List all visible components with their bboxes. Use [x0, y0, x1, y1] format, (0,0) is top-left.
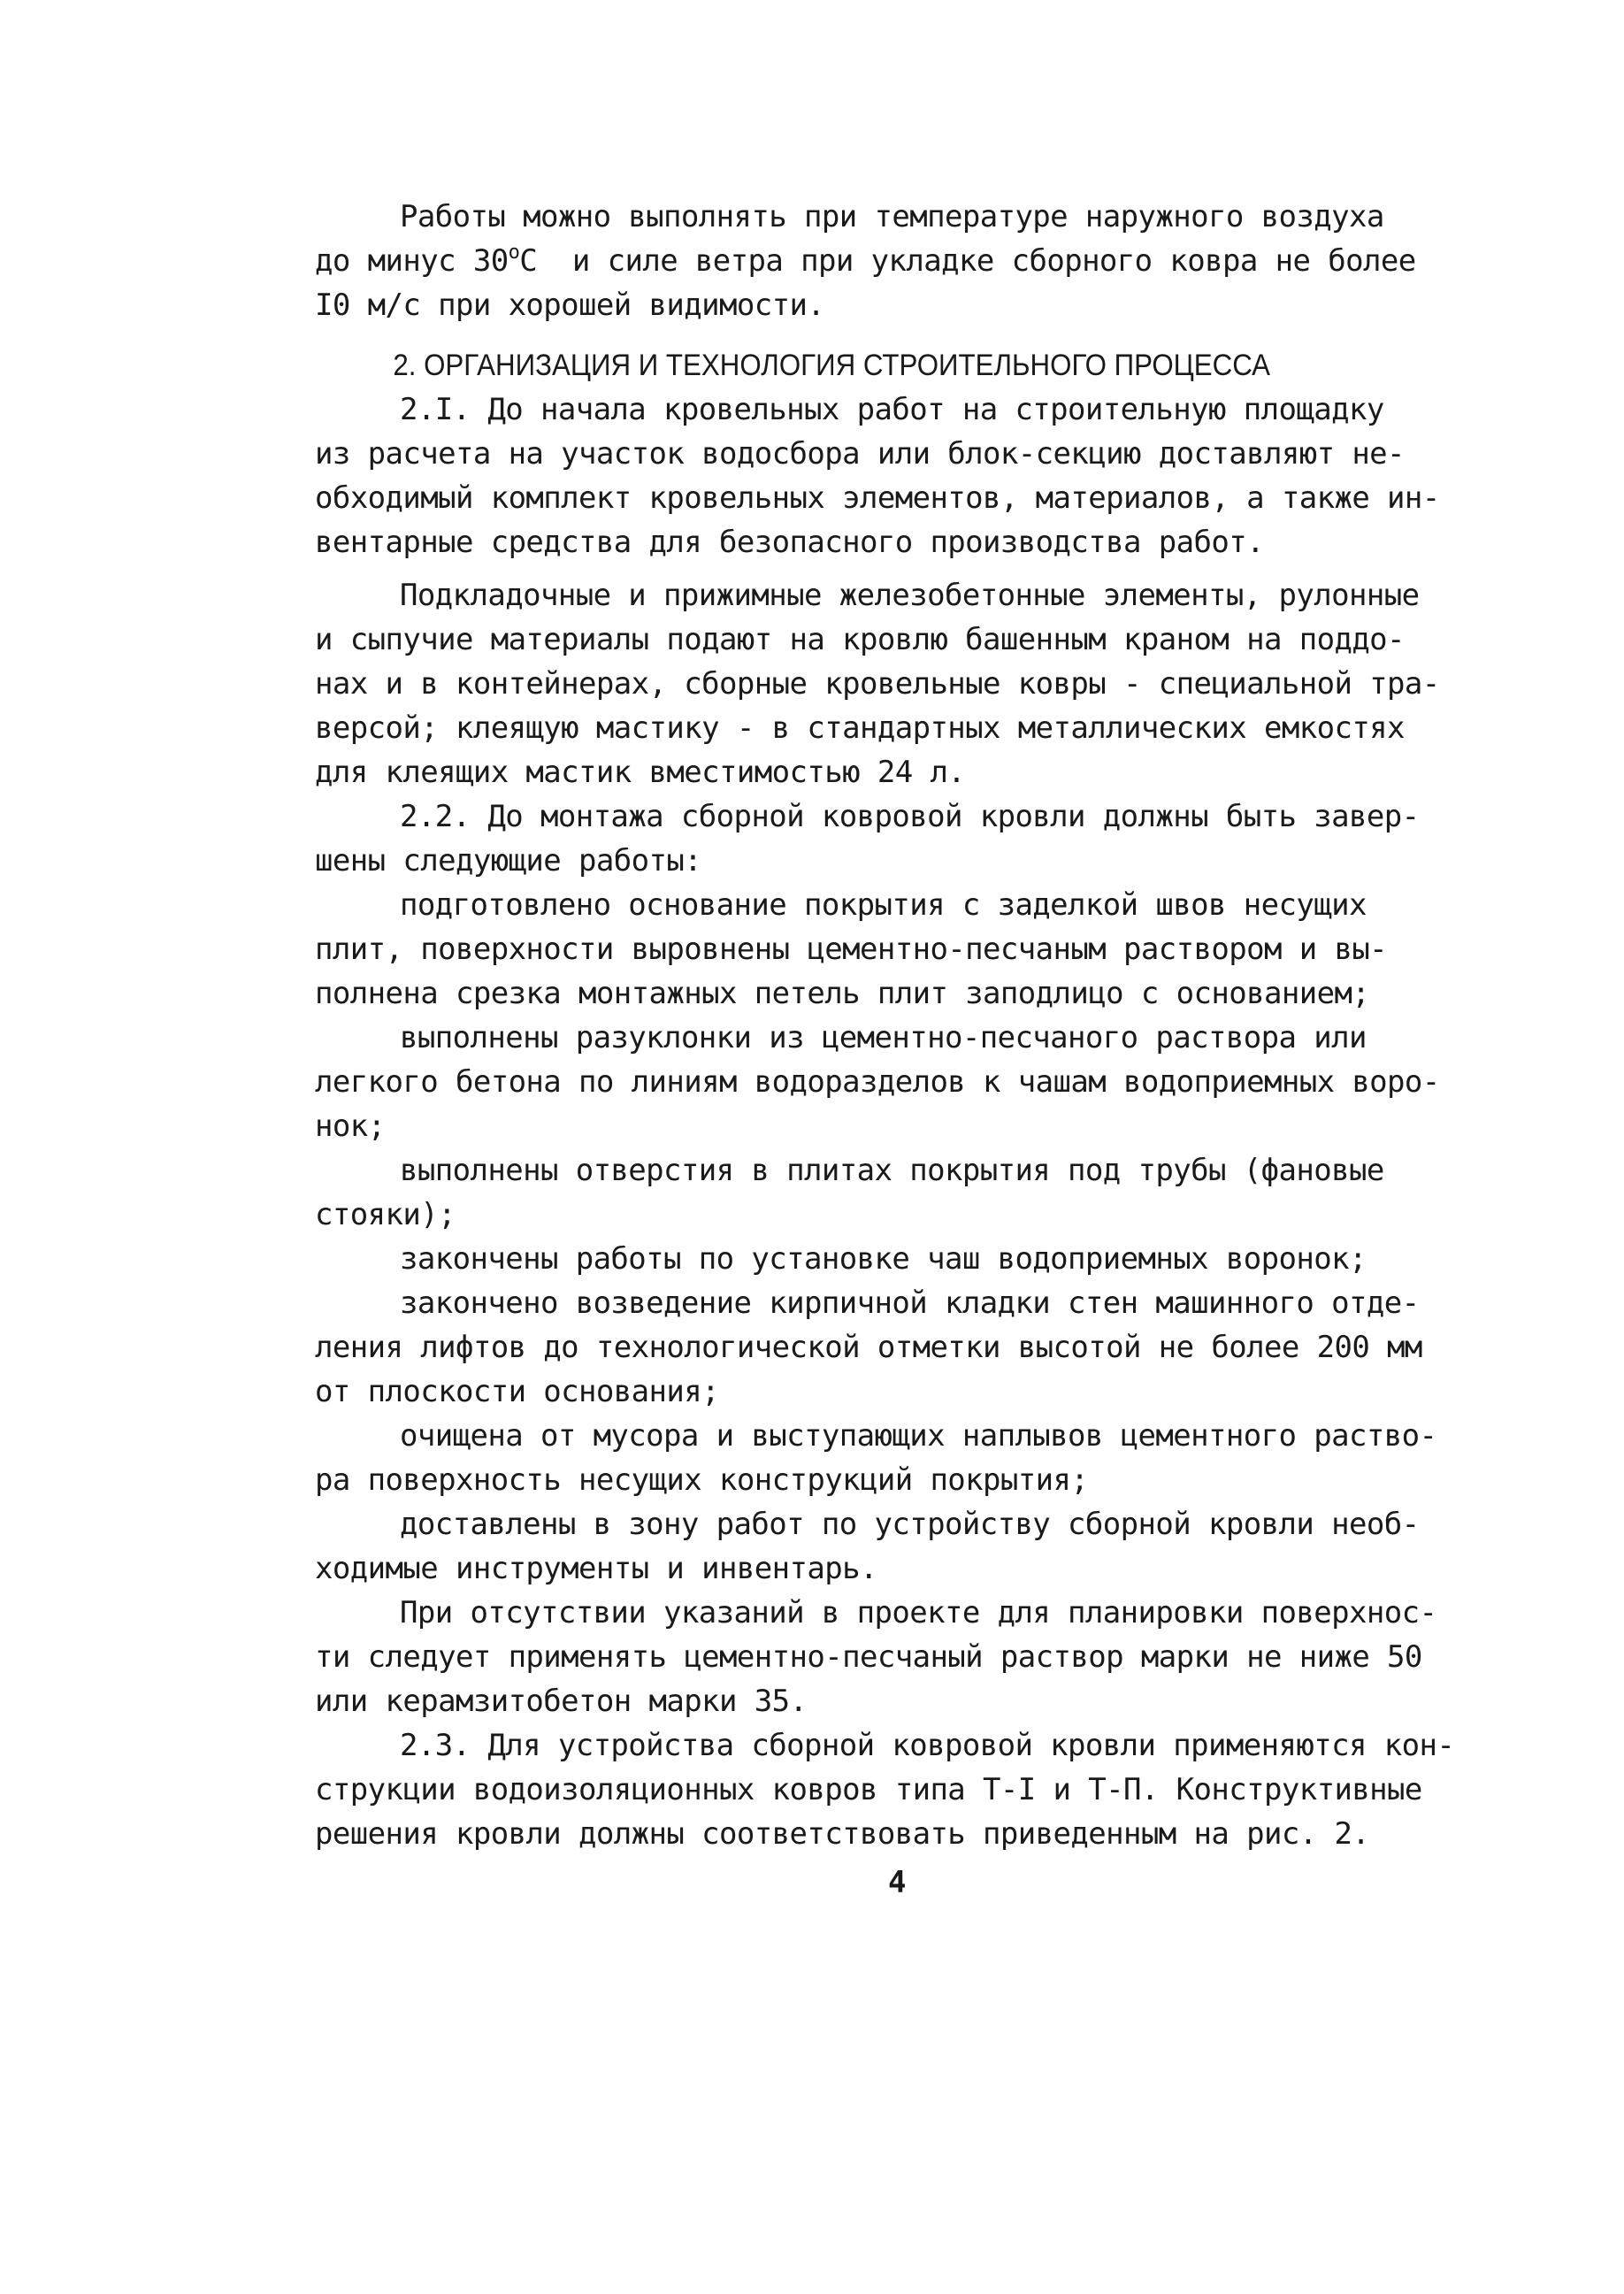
list-item: [315, 1016, 1518, 1148]
degree-mark: о: [508, 242, 520, 264]
text-line: ления лифтов до технологической отметки высотой не более 200 мм: [315, 1330, 1422, 1365]
list-item: [315, 1237, 1518, 1281]
text-line: до минус $30^оC$ и силе ветра при укладке сборного ковра не более: [315, 242, 1416, 279]
text-line: легкого бетона по линиям водоразделов к чашам водоприемных воро-: [315, 1064, 1440, 1100]
text-line: нах и в контейнерах, сборные кровельные ковры - специальной тра-: [315, 666, 1440, 702]
text-line: струкции водоизоляционных ковров типа Т-I и Т-П. Конструктивные: [315, 1772, 1422, 1807]
text-line: обходимый комплект кровельных элементов, материалов, а также ин-: [315, 480, 1440, 516]
list-item: [315, 883, 1518, 1016]
text-line: При отсутствии указаний в проекте для планировки поверхнос-: [400, 1595, 1437, 1630]
text-line: версой; клеящую мастику - в стандартных металлических емкостях: [315, 710, 1405, 746]
text-line: плит, поверхности выровнены цементно-песчаным раствором и вы-: [315, 932, 1388, 967]
text-line: подготовлено основание покрытия с заделкой швов несущих: [400, 887, 1367, 923]
text-line: полнена срезка монтажных петель плит заподлицо с основанием;: [315, 976, 1370, 1011]
text-line: решения кровли должны соответствовать приведенным на рис. 2.: [315, 1816, 1370, 1852]
list-item: [315, 1148, 1518, 1237]
text-line: 2.2. До монтажа сборной ковровой кровли должны быть завер-: [400, 799, 1420, 834]
paragraph-2-1: [315, 387, 1518, 564]
page-number: 4: [888, 1865, 907, 1900]
text-line: Работы можно выполнять при температуре наружного воздуха: [400, 199, 1384, 234]
text-line: и сыпучие материалы подают на кровлю башенным краном на поддо-: [315, 622, 1405, 657]
text-line: ходимые инструменты и инвентарь.: [315, 1551, 877, 1586]
text-line: 2.3. Для устройства сборной ковровой кровли применяются кон-: [400, 1728, 1455, 1763]
list-item: [315, 1414, 1518, 1502]
text-line: закончено возведение кирпичной кладки стен машинного отде-: [400, 1285, 1420, 1321]
text-line: выполнены разуклонки из цементно-песчаного раствора или: [400, 1020, 1367, 1055]
text-line: шены следующие работы:: [315, 843, 702, 878]
intro-paragraph: [315, 195, 1518, 327]
text-line: из расчета на участок водосбора или блок-секцию доставляют не-: [315, 436, 1405, 472]
text-line: вентарные средства для безопасного производства работ.: [315, 525, 1264, 560]
prerequisite-list: [315, 883, 1518, 1591]
text-line: нок;: [315, 1109, 386, 1144]
list-item: [315, 1502, 1518, 1591]
text-line: закончены работы по установке чаш водоприемных воронок;: [400, 1241, 1367, 1277]
text-line: 2.I. До начала кровельных работ на строительную площадку: [400, 392, 1384, 427]
text-line: I0 м/с при хорошей видимости.: [315, 288, 825, 323]
list-item: [315, 1281, 1518, 1414]
section-heading: 2. ОРГАНИЗАЦИЯ И ТЕХНОЛОГИЯ СТРОИТЕЛЬНОГО ПРОЦЕССА: [393, 349, 1271, 382]
paragraph-2-2: [315, 794, 1518, 883]
text-line: стояки);: [315, 1197, 456, 1232]
text-line: ра поверхность несущих конструкций покрытия;: [315, 1462, 1089, 1498]
text-line: от плоскости основания;: [315, 1374, 720, 1409]
paragraph-supply: [315, 573, 1518, 794]
paragraph-absence: [315, 1591, 1518, 1723]
section-title: [315, 343, 1518, 387]
text-line: для клеящих мастик вместимостью 24 л.: [315, 755, 966, 790]
text-line: ти следует применять цементно-песчаный раствор марки не ниже 50: [315, 1639, 1422, 1675]
paragraph-2-3: [315, 1723, 1518, 1856]
text-line: Подкладочные и прижимные железобетонные элементы, рулонные: [400, 578, 1420, 613]
text-line: или керамзитобетон марки 35.: [315, 1684, 808, 1719]
text-line: очищена от мусора и выступающих наплывов цементного раство-: [400, 1418, 1437, 1454]
text-line: доставлены в зону работ по устройству сборной кровли необ-: [400, 1507, 1420, 1542]
text-line: выполнены отверстия в плитах покрытия под трубы (фановые: [400, 1153, 1384, 1188]
